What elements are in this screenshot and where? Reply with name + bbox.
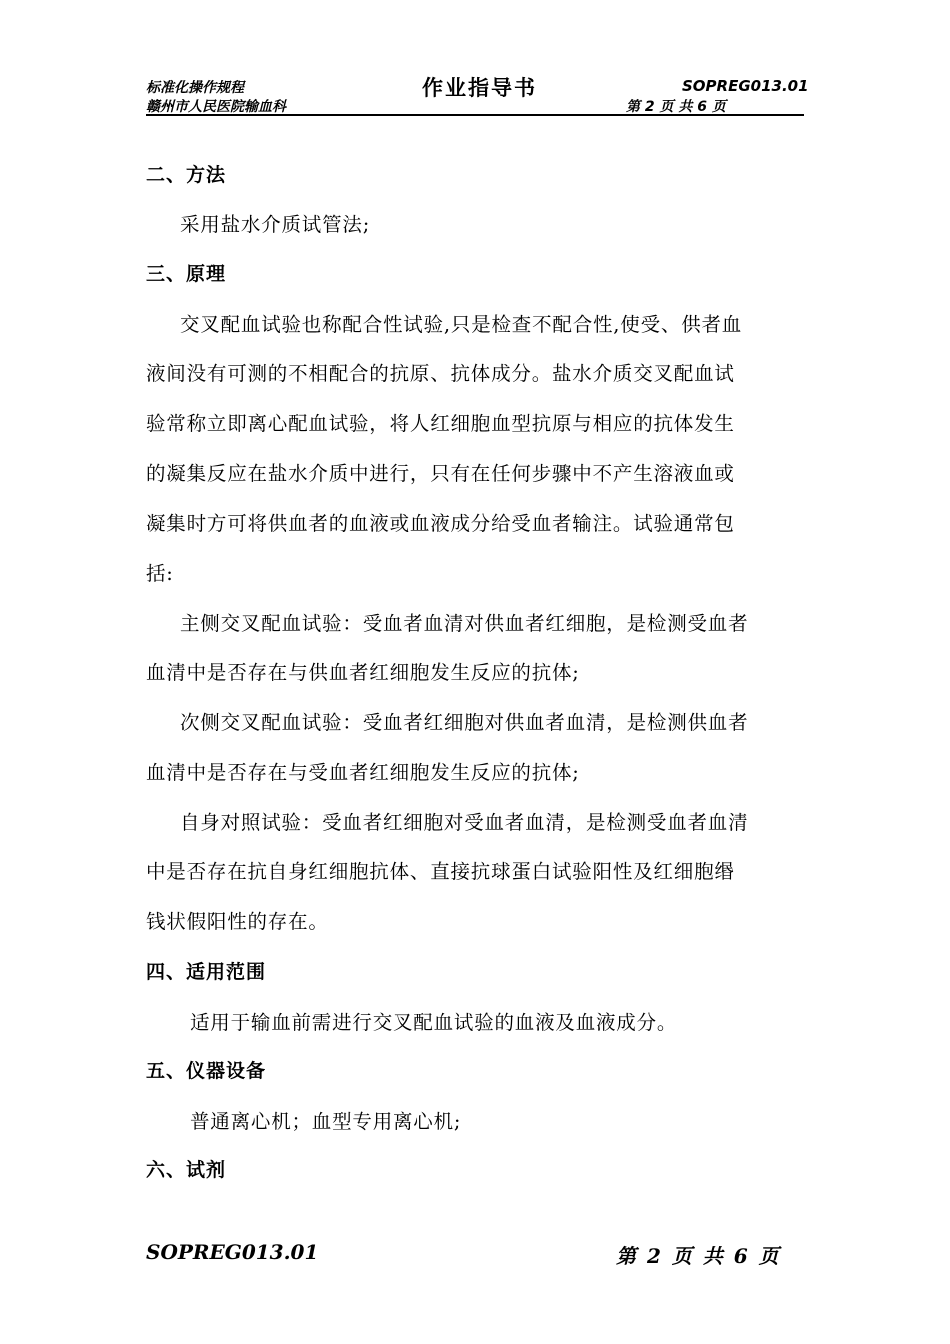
method-text: 采用盐水介质试管法; xyxy=(180,213,371,236)
header-doc-code: SOPREG013.01 xyxy=(682,77,809,95)
header-department: 赣州市人民医院输血科 xyxy=(146,99,286,115)
principle-line: 的凝集反应在盐水介质中进行，只有在任何步骤中不产生溶液血或 xyxy=(146,462,735,485)
principle-line: 次侧交叉配血试验：受血者红细胞对供血者血清，是检测供血者 xyxy=(180,711,749,734)
principle-line: 交叉配血试验也称配合性试验,只是检查不配合性,使受、供者血 xyxy=(180,313,743,336)
section-heading-reagents: 六、试剂 xyxy=(146,1159,227,1181)
principle-line: 血清中是否存在与受血者红细胞发生反应的抗体; xyxy=(146,761,580,784)
footer-page-number: 第 2 页 共 6 页 xyxy=(616,1244,781,1268)
footer-doc-code: SOPREG013.01 xyxy=(146,1240,319,1264)
principle-line: 钱状假阳性的存在。 xyxy=(146,910,329,933)
section-heading-scope: 四、适用范围 xyxy=(146,961,267,983)
section-heading-method: 二、方法 xyxy=(146,164,227,186)
principle-line: 括: xyxy=(146,562,174,585)
header-divider xyxy=(146,114,804,116)
principle-line: 凝集时方可将供血者的血液或血液成分给受血者输注。试验通常包 xyxy=(146,512,735,535)
header-doc-type: 标准化操作规程 xyxy=(146,80,244,96)
principle-line: 主侧交叉配血试验：受血者血清对供血者红细胞，是检测受血者 xyxy=(180,612,749,635)
principle-line: 验常称立即离心配血试验，将人红细胞血型抗原与相应的抗体发生 xyxy=(146,412,735,435)
header-page-number: 第 2 页 共 6 页 xyxy=(626,99,726,115)
principle-line: 液间没有可测的不相配合的抗原、抗体成分。盐水介质交叉配血试 xyxy=(146,362,735,385)
header-title: 作业指导书 xyxy=(422,76,537,100)
section-heading-equipment: 五、仪器设备 xyxy=(146,1060,267,1082)
principle-line: 自身对照试验：受血者红细胞对受血者血清，是检测受血者血清 xyxy=(180,811,749,834)
principle-line: 中是否存在抗自身红细胞抗体、直接抗球蛋白试验阳性及红细胞缗 xyxy=(146,860,735,883)
equipment-text: 普通离心机；血型专用离心机; xyxy=(190,1110,462,1133)
section-heading-principle: 三、原理 xyxy=(146,263,227,285)
principle-line: 血清中是否存在与供血者红细胞发生反应的抗体; xyxy=(146,661,580,684)
scope-text: 适用于输血前需进行交叉配血试验的血液及血液成分。 xyxy=(190,1011,678,1034)
